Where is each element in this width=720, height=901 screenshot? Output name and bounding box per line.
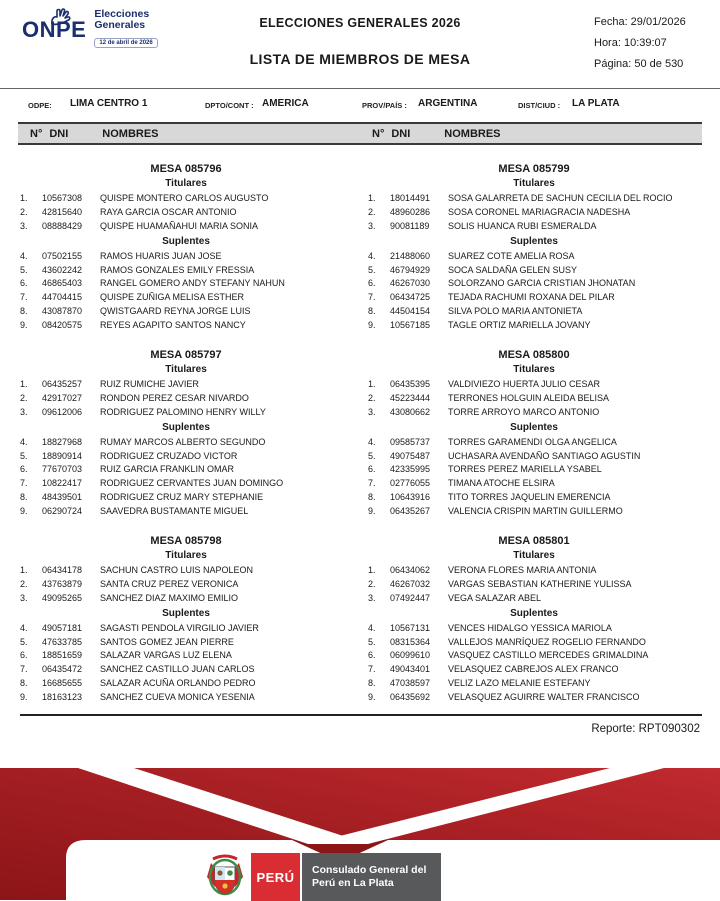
table-header-left	[18, 124, 360, 143]
member-row	[364, 449, 704, 463]
member-dni: 08420575	[42, 320, 83, 331]
member-dni: 46865403	[42, 278, 83, 289]
member-dni: 16685655	[42, 678, 83, 689]
odpe-value: LIMA CENTRO 1	[70, 98, 148, 109]
row-number: 9.	[20, 506, 28, 517]
member-name: SOCA SALDAÑA GELEN SUSY	[448, 264, 578, 275]
titulares-heading: Titulares	[513, 364, 555, 376]
titulares-heading: Titulares	[513, 550, 555, 562]
member-row	[364, 290, 704, 304]
row-number: 9.	[20, 692, 28, 703]
onpe-brand-text: ONPE	[22, 17, 87, 42]
meta-pagina: Página: 50 de 530	[594, 58, 684, 70]
member-row	[364, 219, 704, 233]
dist-value: LA PLATA	[572, 98, 620, 109]
member-dni: 77670703	[42, 464, 83, 475]
mesa-title: MESA 085797	[150, 349, 222, 362]
consulate-line2: Perú en La Plata	[312, 877, 394, 889]
member-dni: 47038597	[390, 678, 431, 689]
member-row	[16, 191, 356, 205]
suplentes-heading: Suplentes	[162, 235, 210, 247]
member-name: TITO TORRES JAQUELIN EMERENCIA	[448, 492, 611, 503]
member-name: VALLEJOS MANRÍQUEZ ROGELIO FERNANDO	[448, 636, 646, 647]
member-dni: 49057181	[42, 622, 83, 633]
mesa-title: MESA 085800	[498, 349, 570, 362]
row-number: 9.	[20, 320, 28, 331]
consulate-footer-logo	[205, 853, 441, 901]
column-header-nombres: NOMBRES	[444, 127, 501, 140]
row-number: 2.	[368, 392, 376, 403]
row-number: 7.	[20, 478, 28, 489]
member-name: SOLORZANO GARCIA CRISTIAN JHONATAN	[448, 278, 636, 289]
member-row	[364, 476, 704, 490]
member-name: RODRIGUEZ CRUZ MARY STEPHANIE	[100, 492, 264, 503]
mesa-section	[364, 349, 704, 518]
member-row	[364, 263, 704, 277]
member-name: VALDIVIEZO HUERTA JULIO CESAR	[448, 378, 601, 389]
member-dni: 06434178	[42, 564, 83, 575]
titulares-heading: Titulares	[165, 550, 207, 562]
member-row	[16, 290, 356, 304]
row-number: 1.	[368, 192, 376, 203]
meta-hora: Hora: 10:39:07	[594, 37, 667, 49]
consulate-line1: Consulado General del	[312, 863, 427, 876]
member-name: RUMAY MARCOS ALBERTO SEGUNDO	[100, 436, 266, 447]
member-row	[16, 490, 356, 504]
member-dni: 43602242	[42, 264, 83, 275]
member-row	[364, 490, 704, 504]
member-row	[16, 249, 356, 263]
row-number: 8.	[20, 492, 28, 503]
member-name: SOSA GALARRETA DE SACHUN CECILIA DEL ROCIO	[448, 192, 673, 203]
member-row	[364, 405, 704, 419]
member-dni: 10822417	[42, 478, 83, 489]
column-header-dni: DNI	[391, 127, 411, 140]
row-number: 9.	[368, 692, 376, 703]
row-number: 1.	[368, 378, 376, 389]
member-name: VELASQUEZ CABREJOS ALEX FRANCO	[448, 664, 619, 675]
member-name: VELASQUEZ AGUIRRE WALTER FRANCISCO	[448, 692, 640, 703]
row-number: 2.	[20, 578, 28, 589]
row-number: 3.	[20, 592, 28, 603]
member-row	[16, 662, 356, 676]
member-row	[364, 648, 704, 662]
member-name: VASQUEZ CASTILLO MERCEDES GRIMALDINA	[448, 650, 649, 661]
mesa-title: MESA 085801	[498, 535, 570, 548]
member-dni: 18163123	[42, 692, 83, 703]
member-name: QUISPE ZUÑIGA MELISA ESTHER	[100, 292, 245, 303]
mesa-section	[16, 163, 356, 332]
member-row	[364, 621, 704, 635]
member-dni: 10567185	[390, 320, 431, 331]
page-meta	[594, 12, 686, 75]
row-number: 2.	[368, 578, 376, 589]
member-dni: 06434062	[390, 564, 431, 575]
member-dni: 46267032	[390, 578, 431, 589]
member-dni: 18851659	[42, 650, 83, 661]
member-row	[16, 205, 356, 219]
member-dni: 44704415	[42, 292, 83, 303]
member-dni: 48960286	[390, 206, 431, 217]
suplentes-heading: Suplentes	[510, 421, 558, 433]
row-number: 6.	[368, 464, 376, 475]
member-row	[16, 476, 356, 490]
member-row	[16, 462, 356, 476]
member-row	[16, 577, 356, 591]
row-number: 3.	[20, 220, 28, 231]
member-name: RUIZ RUMICHE JAVIER	[100, 378, 199, 389]
mesa-title: MESA 085796	[150, 163, 222, 175]
row-number: 6.	[368, 278, 376, 289]
member-row	[364, 577, 704, 591]
member-row	[16, 635, 356, 649]
member-dni: 06435395	[390, 378, 431, 389]
prov-label: PROV/PAÍS :	[362, 101, 407, 110]
mesa-column	[364, 146, 704, 704]
member-dni: 48439501	[42, 492, 83, 503]
member-row	[364, 276, 704, 290]
column-header-num: N°	[30, 127, 43, 140]
member-row	[364, 435, 704, 449]
member-name: SALAZAR VARGAS LUZ ELENA	[100, 650, 232, 661]
member-dni: 42815640	[42, 206, 83, 217]
member-name: QUISPE HUAMAÑAHUI MARIA SONIA	[100, 220, 259, 231]
member-row	[16, 318, 356, 332]
row-number: 5.	[20, 636, 28, 647]
row-number: 7.	[20, 292, 28, 303]
peru-brand-box: PERÚ	[251, 853, 300, 901]
member-row	[16, 405, 356, 419]
member-dni: 10567131	[390, 622, 431, 633]
member-dni: 42917027	[42, 392, 83, 403]
member-name: SANCHEZ CUEVA MONICA YESENIA	[100, 692, 255, 703]
member-row	[364, 191, 704, 205]
member-row	[364, 318, 704, 332]
member-dni: 02776055	[390, 478, 431, 489]
row-number: 7.	[368, 664, 376, 675]
titulares-heading: Titulares	[165, 364, 207, 376]
member-row	[364, 504, 704, 518]
member-name: UCHASARA AVENDAÑO SANTIAGO AGUSTIN	[448, 450, 641, 461]
member-dni: 07492447	[390, 592, 431, 603]
suplentes-heading: Suplentes	[510, 607, 558, 619]
row-number: 5.	[20, 264, 28, 275]
row-number: 4.	[20, 622, 28, 633]
row-number: 5.	[368, 264, 376, 275]
column-header-num: N°	[372, 127, 385, 140]
row-number: 9.	[368, 320, 376, 331]
mesa-columns	[16, 146, 704, 704]
member-row	[16, 591, 356, 605]
election-date-badge: 12 de abril de 2026	[94, 38, 157, 48]
row-number: 3.	[368, 592, 376, 603]
member-name: RONDON PEREZ CESAR NIVARDO	[100, 392, 249, 403]
row-number: 8.	[368, 492, 376, 503]
prov-value: ARGENTINA	[418, 98, 478, 109]
row-number: 4.	[20, 250, 28, 261]
member-name: RODRIGUEZ PALOMINO HENRY WILLY	[100, 406, 266, 417]
member-name: QWISTGAARD REYNA JORGE LUIS	[100, 306, 251, 317]
titulares-heading: Titulares	[513, 178, 555, 189]
dpto-value: AMERICA	[262, 98, 309, 109]
member-name: TEJADA RACHUMI ROXANA DEL PILAR	[448, 292, 615, 303]
row-number: 3.	[20, 406, 28, 417]
member-name: SILVA POLO MARIA ANTONIETA	[448, 306, 583, 317]
member-dni: 10643916	[390, 492, 431, 503]
member-name: VERONA FLORES MARIA ANTONIA	[448, 564, 597, 575]
member-dni: 18827968	[42, 436, 83, 447]
row-number: 7.	[368, 478, 376, 489]
mesa-section	[364, 535, 704, 704]
onpe-logo-line2: Generales	[94, 19, 146, 31]
row-number: 1.	[20, 378, 28, 389]
member-row	[364, 635, 704, 649]
member-name: SAGASTI PENDOLA VIRGILIO JAVIER	[100, 622, 259, 633]
member-row	[364, 662, 704, 676]
member-row	[16, 276, 356, 290]
member-dni: 09585737	[390, 436, 431, 447]
mesa-section	[16, 349, 356, 518]
member-row	[16, 391, 356, 405]
member-row	[16, 435, 356, 449]
row-number: 1.	[20, 192, 28, 203]
member-dni: 90081189	[390, 220, 430, 231]
row-number: 8.	[20, 678, 28, 689]
member-dni: 07502155	[42, 250, 83, 261]
column-header-dni: DNI	[49, 127, 69, 140]
row-number: 2.	[20, 392, 28, 403]
row-number: 7.	[368, 292, 376, 303]
titulares-heading: Titulares	[165, 178, 207, 189]
member-name: TIMANA ATOCHE ELSIRA	[448, 478, 555, 489]
member-dni: 49075487	[390, 450, 431, 461]
row-number: 6.	[20, 464, 28, 475]
member-dni: 06435267	[390, 506, 431, 517]
row-number: 1.	[368, 564, 376, 575]
row-number: 3.	[368, 220, 376, 231]
row-number: 4.	[368, 250, 376, 261]
row-number: 1.	[20, 564, 28, 575]
member-dni: 49095265	[42, 592, 83, 603]
dist-label: DIST/CIUD :	[518, 101, 561, 110]
row-number: 4.	[368, 436, 376, 447]
member-row	[16, 690, 356, 704]
row-number: 6.	[368, 650, 376, 661]
member-dni: 21488060	[390, 250, 431, 261]
member-row	[364, 563, 704, 577]
member-name: SACHUN CASTRO LUIS NAPOLEON	[100, 564, 254, 575]
member-row	[364, 377, 704, 391]
suplentes-heading: Suplentes	[162, 421, 210, 433]
member-dni: 18890914	[42, 450, 83, 461]
member-dni: 43763879	[42, 578, 83, 589]
member-name: SANCHEZ DIAZ MAXIMO EMILIO	[100, 592, 239, 603]
member-name: SANCHEZ CASTILLO JUAN CARLOS	[100, 664, 255, 675]
member-row	[16, 621, 356, 635]
member-name: SANTA CRUZ PEREZ VERONICA	[100, 578, 239, 589]
mesa-section	[364, 163, 704, 332]
member-row	[16, 504, 356, 518]
member-dni: 06290724	[42, 506, 83, 517]
member-dni: 44504154	[390, 306, 431, 317]
row-number: 6.	[20, 650, 28, 661]
member-dni: 06435257	[42, 378, 83, 389]
member-name: RODRIGUEZ CRUZADO VICTOR	[100, 450, 238, 461]
member-dni: 18014491	[390, 192, 431, 203]
member-name: QUISPE MONTERO CARLOS AUGUSTO	[100, 192, 269, 203]
suplentes-heading: Suplentes	[510, 235, 558, 247]
dpto-label: DPTO/CONT :	[205, 101, 254, 110]
table-header-right	[360, 124, 702, 143]
member-name: TAGLE ORTIZ MARIELLA JOVANY	[448, 320, 591, 331]
member-dni: 45223444	[390, 392, 431, 403]
row-number: 8.	[368, 678, 376, 689]
member-name: RAMOS GONZALES EMILY FRESSIA	[100, 264, 255, 275]
row-number: 5.	[368, 450, 376, 461]
meta-fecha: Fecha: 29/01/2026	[594, 16, 686, 28]
row-number: 5.	[20, 450, 28, 461]
member-name: RAMOS HUARIS JUAN JOSE	[100, 250, 222, 261]
member-dni: 49043401	[390, 664, 431, 675]
row-number: 8.	[20, 306, 28, 317]
member-dni: 06435472	[42, 664, 83, 675]
member-dni: 08888429	[42, 220, 83, 231]
member-row	[364, 304, 704, 318]
member-name: RUIZ GARCIA FRANKLIN OMAR	[100, 464, 235, 475]
member-dni: 47633785	[42, 636, 83, 647]
member-dni: 43087870	[42, 306, 83, 317]
member-row	[364, 591, 704, 605]
member-row	[16, 648, 356, 662]
member-dni: 42335995	[390, 464, 431, 475]
member-row	[16, 676, 356, 690]
row-number: 7.	[20, 664, 28, 675]
member-row	[364, 249, 704, 263]
member-name: TORRE ARROYO MARCO ANTONIO	[448, 406, 600, 417]
member-name: RODRIGUEZ CERVANTES JUAN DOMINGO	[100, 478, 284, 489]
member-name: SOSA CORONEL MARIAGRACIA NADESHA	[448, 206, 631, 217]
member-name: RANGEL GOMERO ANDY STEFANY NAHUN	[100, 278, 285, 289]
peru-coat-of-arms	[205, 853, 245, 901]
member-name: VARGAS SEBASTIAN KATHERINE YULISSA	[448, 578, 632, 589]
member-row	[364, 690, 704, 704]
mesa-column	[16, 146, 356, 704]
header-divider	[0, 88, 720, 89]
odpe-label: ODPE:	[28, 101, 52, 110]
member-dni: 46267030	[390, 278, 431, 289]
row-number: 3.	[368, 406, 376, 417]
row-number: 6.	[20, 278, 28, 289]
footer-divider	[20, 714, 702, 716]
member-row	[364, 205, 704, 219]
member-row	[16, 304, 356, 318]
member-name: SUAREZ COTE AMELIA ROSA	[448, 250, 575, 261]
member-name: REYES AGAPITO SANTOS NANCY	[100, 320, 246, 331]
document-title: ELECCIONES GENERALES 2026	[259, 16, 461, 30]
member-name: SALAZAR ACUÑA ORLANDO PEDRO	[100, 678, 256, 689]
member-name: TORRES PEREZ MARIELLA YSABEL	[448, 464, 602, 475]
member-row	[364, 391, 704, 405]
member-dni: 08315364	[390, 636, 431, 647]
member-row	[16, 563, 356, 577]
member-name: VEGA SALAZAR ABEL	[448, 592, 542, 603]
row-number: 2.	[368, 206, 376, 217]
row-number: 4.	[368, 622, 376, 633]
suplentes-heading: Suplentes	[162, 607, 210, 619]
row-number: 4.	[20, 436, 28, 447]
member-dni: 06434725	[390, 292, 431, 303]
report-code: Reporte: RPT090302	[591, 723, 700, 735]
member-name: TORRES GARAMENDI OLGA ANGELICA	[448, 436, 617, 447]
member-row	[364, 676, 704, 690]
member-dni: 10567308	[42, 192, 83, 203]
member-name: SOLIS HUANCA RUBI ESMERALDA	[448, 220, 597, 231]
member-dni: 43080662	[390, 406, 431, 417]
member-row	[16, 219, 356, 233]
mesa-section	[16, 535, 356, 704]
document-subtitle: LISTA DE MIEMBROS DE MESA	[249, 51, 471, 67]
table-header-bar	[18, 122, 702, 145]
consulate-name-box	[302, 853, 441, 901]
member-row	[16, 449, 356, 463]
member-name: SAAVEDRA BUSTAMANTE MIGUEL	[100, 506, 249, 517]
mesa-title: MESA 085799	[498, 163, 570, 175]
member-name: VALENCIA CRISPIN MARTIN GUILLERMO	[448, 506, 623, 517]
member-dni: 06435692	[390, 692, 431, 703]
row-number: 5.	[368, 636, 376, 647]
member-dni: 09612006	[42, 406, 83, 417]
member-dni: 06099610	[390, 650, 431, 661]
row-number: 2.	[20, 206, 28, 217]
row-number: 8.	[368, 306, 376, 317]
member-row	[364, 462, 704, 476]
row-number: 9.	[368, 506, 376, 517]
onpe-logo-line1: Elecciones	[94, 8, 150, 20]
member-row	[16, 377, 356, 391]
column-header-nombres: NOMBRES	[102, 127, 159, 140]
member-name: RAYA GARCIA OSCAR ANTONIO	[100, 206, 237, 217]
location-info-row	[0, 96, 720, 114]
member-row	[16, 263, 356, 277]
member-dni: 46794929	[390, 264, 431, 275]
member-name: SANTOS GOMEZ JEAN PIERRE	[100, 636, 234, 647]
member-name: VENCES HIDALGO YESSICA MARIOLA	[448, 622, 612, 633]
mesa-title: MESA 085798	[150, 535, 222, 548]
member-name: TERRONES HOLGUIN ALEIDA BELISA	[448, 392, 610, 403]
member-name: VELIZ LAZO MELANIE ESTEFANY	[448, 678, 591, 689]
